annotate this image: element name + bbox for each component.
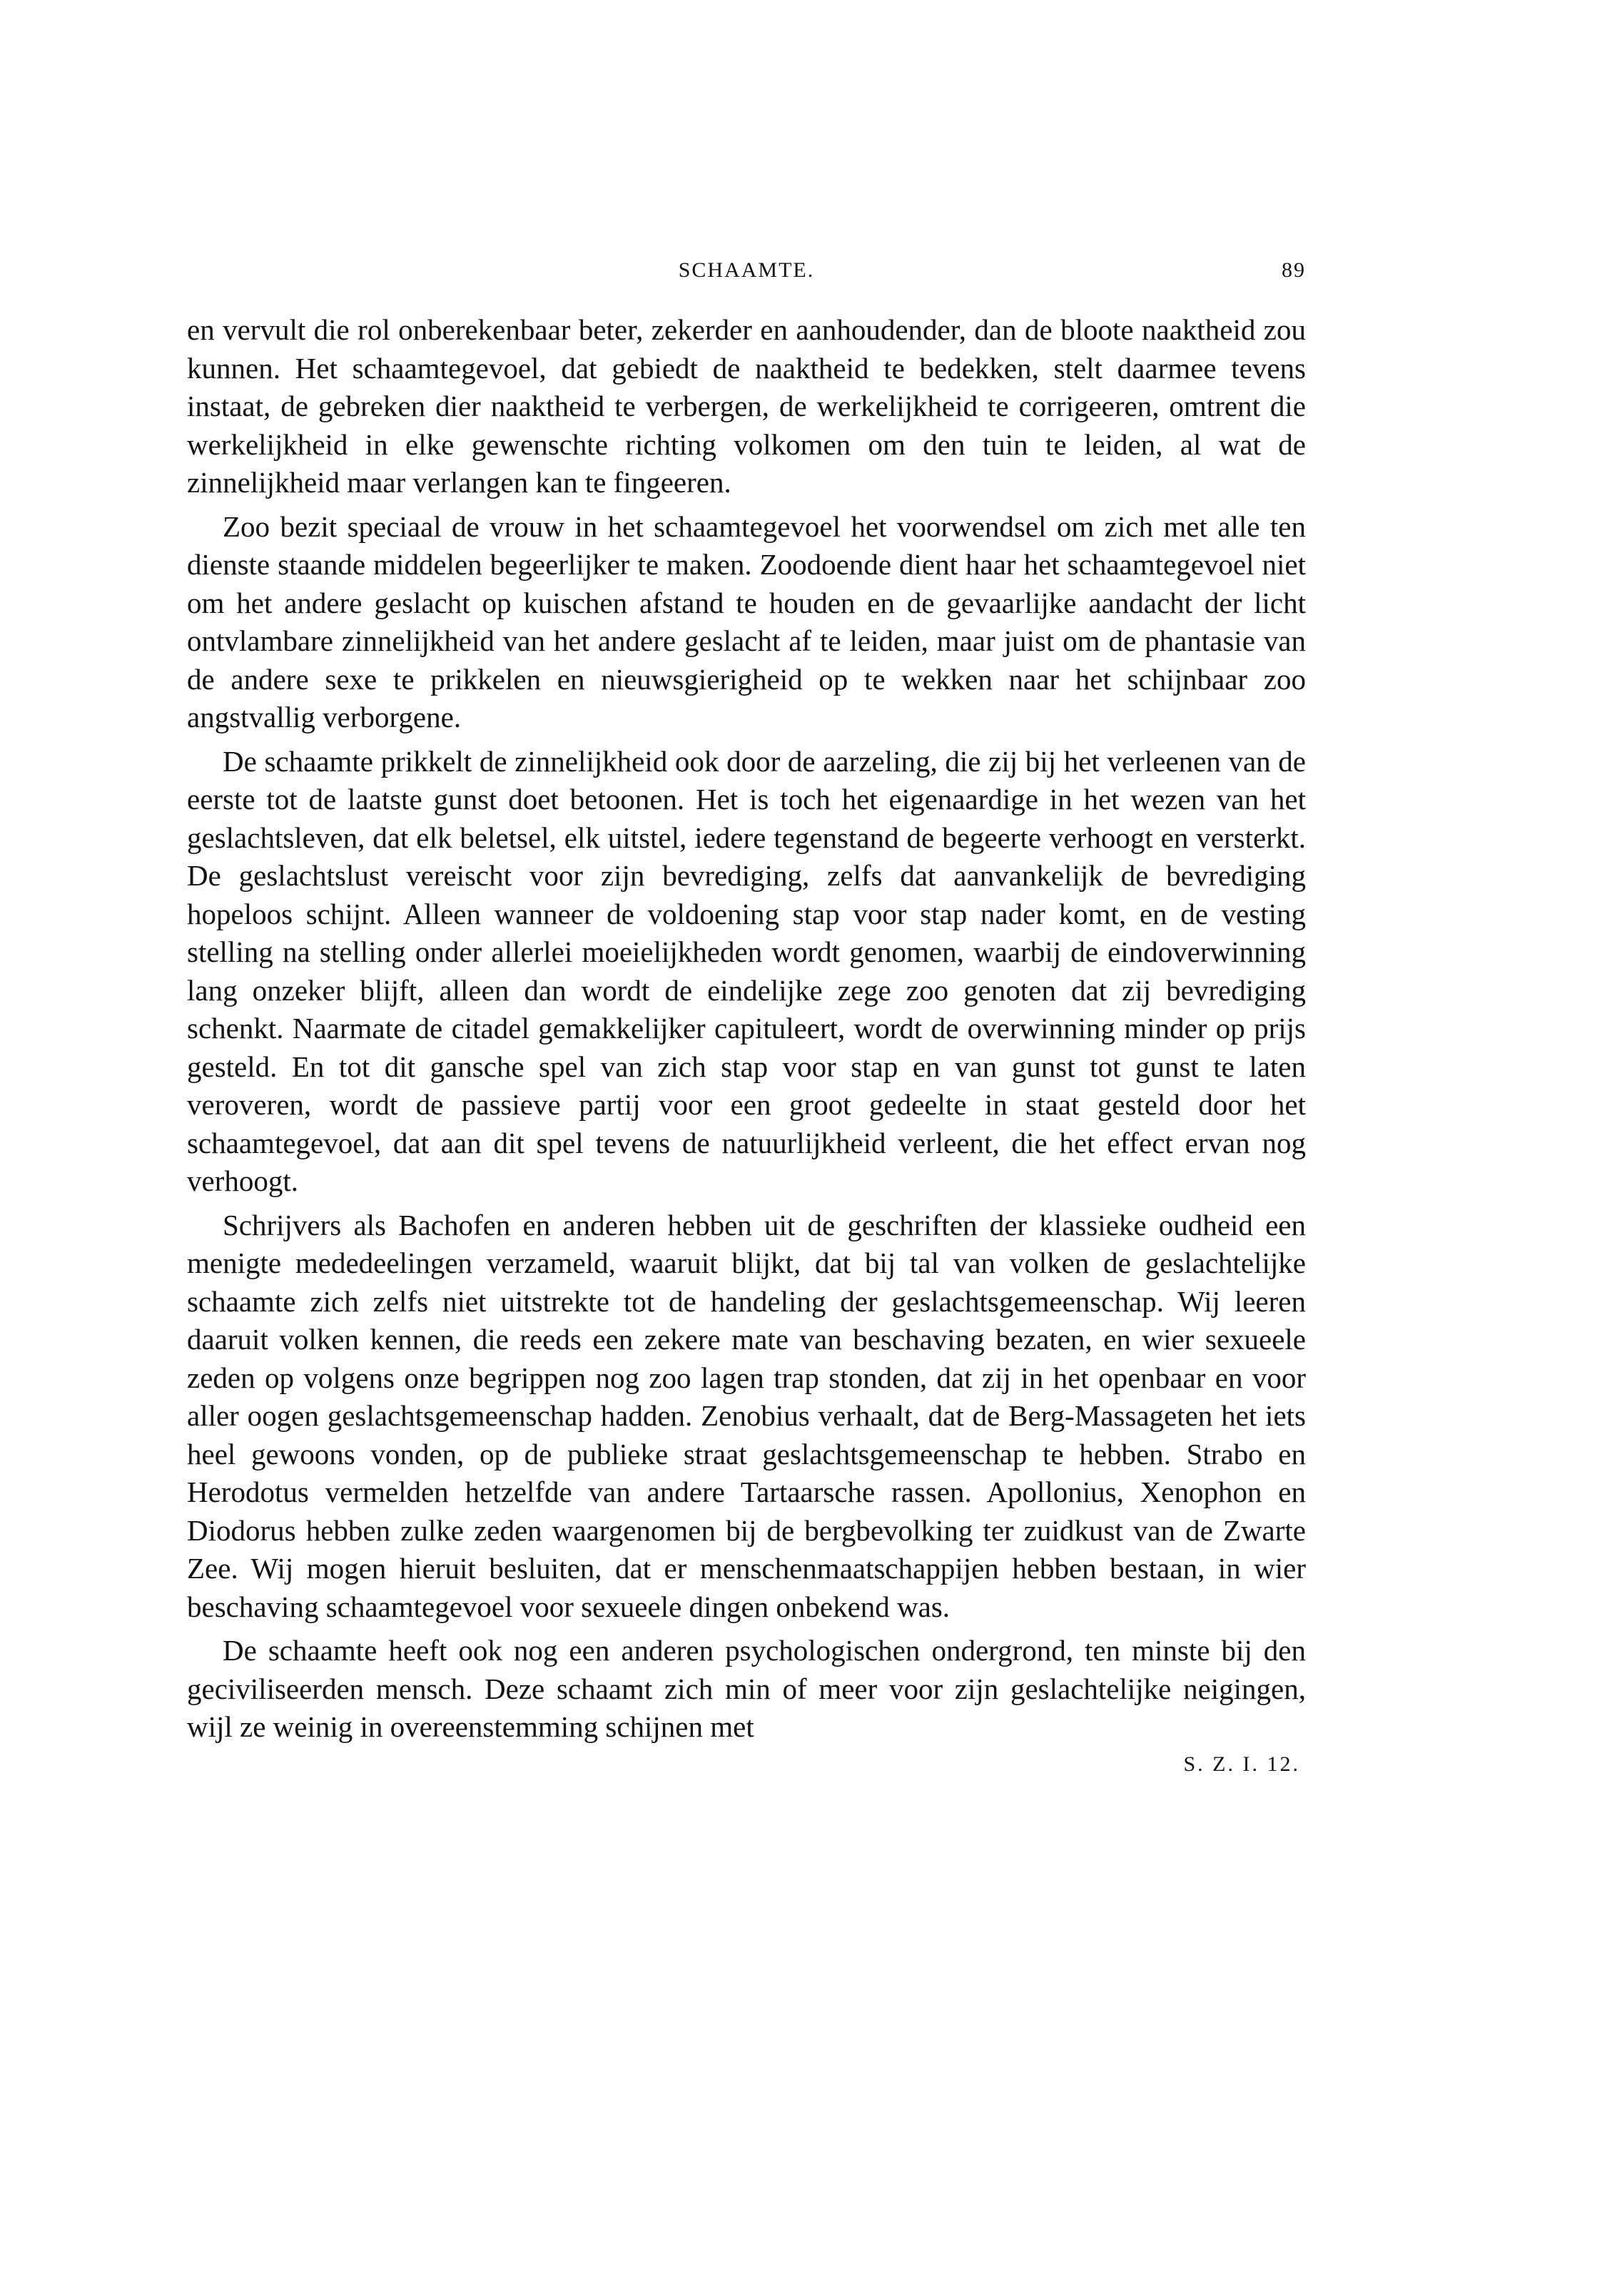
paragraph: De schaamte heeft ook nog een anderen psychologischen ondergrond, ten minste bij den geciviliseerden mensch. Deze schaamt zich min of meer voor zijn geslachtelijke neigingen, wijl ze weinig in overeenstemming schijnen met [187,1634,1306,1743]
paragraph-continuation: en vervult die rol onberekenbaar beter, zekerder en aanhoudender, dan de bloote naaktheid zou kunnen. Het schaamtegevoel, dat gebiedt de naaktheid te bedekken, stelt daarmee tevens instaat, de gebreken dier naaktheid te verbergen, de werkelijkheid te corrigeeren, omtrent die werkelijkheid in elke gewenschte richting volkomen om den tuin te leiden, al wat de zinnelijkheid maar verlangen kan te fingeeren. [187,313,1306,499]
book-page [187,258,1306,1777]
printer-signature: S. Z. I. 12. [1183,1752,1300,1776]
paragraph: Schrijvers als Bachofen en anderen hebben uit de geschriften der klassieke oudheid een menigte mededeelingen verzameld, waaruit blijkt, dat bij tal van volken de geslachtelijke schaamte zich zelfs niet uitstrekte tot de handeling der geslachtsgemeenschap. Wij leeren daaruit volken kennen, die reeds een zekere mate van beschaving bezaten, en wier sexueele zeden op volgens onze begrippen nog zoo lagen trap stonden, dat zij in het openbaar en voor aller oogen geslachtsgemeenschap hadden. Zenobius verhaalt, dat de Berg-Massageten het iets heel gewoons vonden, op de publieke straat geslachtsgemeenschap te hebben. Strabo en Herodotus vermelden hetzelfde van andere Tartaarsche rassen. Apollonius, Xenophon en Diodorus hebben zulke zeden waargenomen bij de bergbevolking ter zuidkust van de Zwarte Zee. Wij mogen hieruit besluiten, dat er menschenmaatschappijen hebben bestaan, in wier beschaving schaamtegevoel voor sexueele dingen onbekend was. [187,1208,1306,1623]
paragraph: De schaamte prikkelt de zinnelijkheid ook door de aarzeling, die zij bij het verleenen van de eerste tot de laatste gunst doet betoonen. Het is toch het eigenaardige in het wezen van het geslachtsleven, dat elk beletsel, elk uitstel, iedere tegenstand de begeerte verhoogt en versterkt. De geslachtslust vereischt voor zijn bevrediging, zelfs dat aanvankelijk de bevrediging hopeloos schijnt. Alleen wanneer de voldoening stap voor stap nader komt, en de vesting stelling na stelling onder allerlei moeielijkheden wordt genomen, waarbij de eindoverwinning lang onzeker blijft, alleen dan wordt de eindelijke zege zoo genoten dat zij bevrediging schenkt. Naarmate de citadel gemakkelijker capituleert, wordt de overwinning minder op prijs gesteld. En tot dit gansche spel van zich stap voor stap en van gunst tot gunst te laten veroveren, wordt de passieve partij voor een groot gedeelte in staat gesteld door het schaamtegevoel, dat aan dit spel tevens de natuurlijkheid verleent, die het effect ervan nog verhoogt. [187,744,1306,1197]
page-number: 89 [1282,258,1306,282]
paragraph: Zoo bezit speciaal de vrouw in het schaamtegevoel het voorwendsel om zich met alle ten dienste staande middelen begeerlijker te maken. Zoodoende dient haar het schaamtegevoel niet om het andere geslacht op kuischen afstand te houden en de gevaarlijke aandacht der licht ontvlambare zinnelijkheid van het andere geslacht af te leiden, maar juist om de phantasie van de andere sexe te prikkelen en nieuwsgierigheid op te wekken naar het schijnbaar zoo angstvallig verborgene. [187,509,1306,733]
chapter-title: SCHAAMTE. [678,258,815,282]
body-text [187,311,1306,1747]
running-head [187,258,1306,301]
